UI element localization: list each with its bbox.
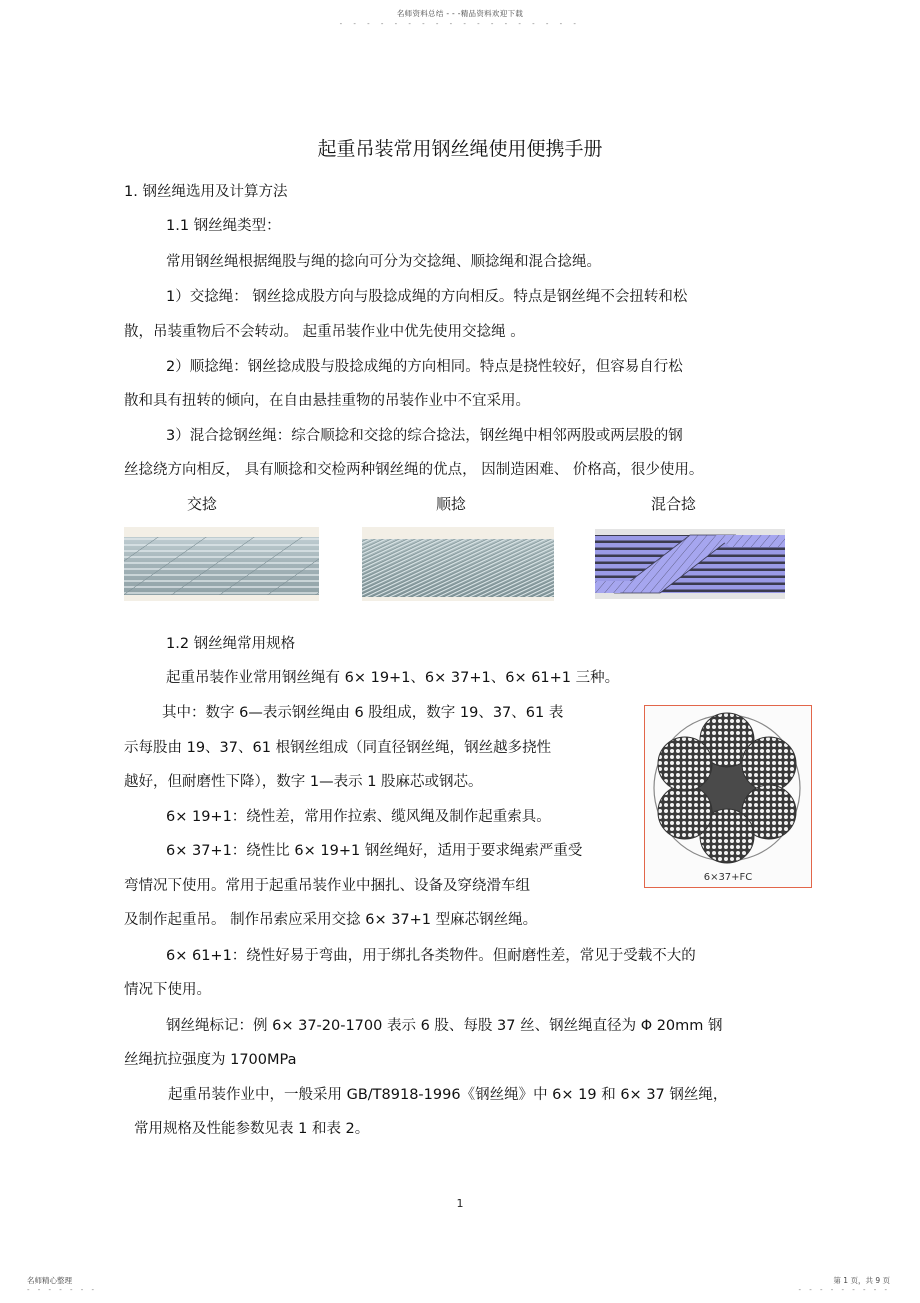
header-text: 名师资料总结 - - -精品资料欢迎下载: [396, 9, 524, 18]
footer-left: [27, 1275, 97, 1294]
page-header: [0, 8, 920, 28]
type1-line1: 1）交捻绳： 钢丝捻成股方向与股捻成绳的方向相反。特点是钢丝绳不会扭转和松: [166, 289, 688, 305]
type2-line2: 散和具有扭转的倾向，在自由悬挂重物的吊装作业中不宜采用。: [124, 393, 530, 409]
spec-desc-line3: 越好，但耐磨性下降），数字 1—表示 1 股麻芯或钢芯。: [124, 774, 483, 790]
footer-right-dots: - - - - - - - - -: [798, 1286, 890, 1294]
section-1-2-heading: 1.2 钢丝绳常用规格: [166, 636, 296, 652]
figure-caption-lang-lay: 顺捻: [436, 495, 467, 513]
cross-section-label: 6×37+FC: [703, 872, 753, 883]
section-1-heading: 1. 钢丝绳选用及计算方法: [124, 184, 288, 200]
spec-intro: 起重吊装作业常用钢丝绳有 6× 19+1、6× 37+1、6× 61+1 三种。: [166, 670, 620, 686]
marking-line2: 丝绳抗拉强度为 1700MPa: [124, 1052, 297, 1068]
spec-6x37-line2: 弯情况下使用。常用于起重吊装作业中捆扎、设备及穿绕滑车组: [124, 878, 530, 894]
section-1-1-heading: 1.1 钢丝绳类型：: [166, 218, 281, 234]
standard-line2: 常用规格及性能参数见表 1 和表 2。: [134, 1121, 370, 1137]
spec-6x61-line1: 6× 61+1：绕性好易于弯曲，用于绑扎各类物件。但耐磨性差，常见于受载不大的: [166, 948, 696, 964]
mixed-lay-rope-diagram: [595, 529, 785, 599]
type3-line2: 丝捻绕方向相反， 具有顺捻和交检两种钢丝绳的优点， 因制造困难、 价格高，很少使用。: [124, 462, 704, 478]
spec-6x19: 6× 19+1：绕性差，常用作拉索、缆风绳及制作起重索具。: [166, 809, 551, 825]
standard-line1: 起重吊装作业中，一般采用 GB/T8918-1996《钢丝绳》中 6× 19 和 6× 37 钢丝绳，: [168, 1087, 728, 1103]
spec-desc-line1: 其中：数字 6—表示钢丝绳由 6 股组成，数字 19、37、61 表: [162, 705, 564, 721]
intro-paragraph: 常用钢丝绳根据绳股与绳的捻向可分为交捻绳、顺捻绳和混合捻绳。: [166, 254, 601, 270]
footer-page-indicator: 第 1 页，共 9 页: [833, 1276, 890, 1285]
figure-caption-regular-lay: 交捻: [187, 495, 218, 513]
document-title: 起重吊装常用钢丝绳使用便携手册: [317, 138, 603, 160]
lang-lay-rope-image: [362, 527, 554, 601]
footer-right: [798, 1275, 890, 1294]
regular-lay-rope-image: [124, 527, 319, 601]
type3-line1: 3）混合捻钢丝绳：综合顺捻和交捻的综合捻法，钢丝绳中相邻两股或两层股的钢: [166, 428, 683, 444]
figure-caption-mixed-lay: 混合捻: [651, 495, 697, 513]
rope-cross-section-diagram: [644, 705, 812, 888]
marking-line1: 钢丝绳标记：例 6× 37-20-1700 表示 6 股、每股 37 丝、钢丝绳直径为 Φ 20mm 钢: [166, 1018, 723, 1034]
footer-left-dots: - - - - - - -: [27, 1286, 98, 1294]
footer-left-text: 名师精心整理: [27, 1276, 72, 1285]
spec-6x37-line3: 及制作起重吊。 制作吊索应采用交捻 6× 37+1 型麻芯钢丝绳。: [124, 912, 538, 928]
header-dots: - - - - - - - - - - - - - - - - - -: [339, 20, 581, 28]
type1-line2: 散，吊装重物后不会转动。 起重吊装作业中优先使用交捻绳 。: [124, 324, 525, 340]
spec-6x37-line1: 6× 37+1：绕性比 6× 19+1 钢丝绳好，适用于要求绳索严重受: [166, 843, 583, 859]
spec-desc-line2: 示每股由 19、37、61 根钢丝组成（同直径钢丝绳，钢丝越多挠性: [124, 740, 552, 756]
spec-6x61-line2: 情况下使用。: [124, 982, 211, 998]
type2-line1: 2）顺捻绳：钢丝捻成股与股捻成绳的方向相同。特点是挠性较好，但容易自行松: [166, 359, 683, 375]
page-number: 1: [456, 1197, 464, 1210]
